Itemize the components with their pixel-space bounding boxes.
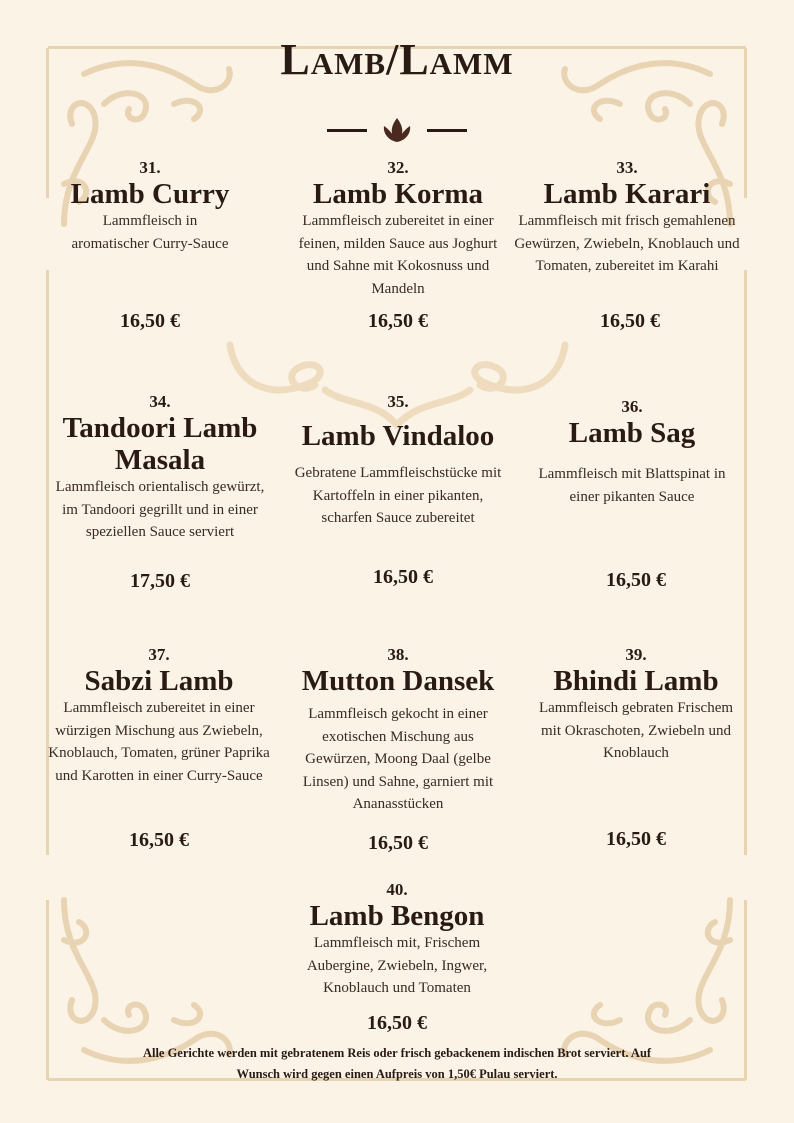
menu-item-36	[530, 397, 734, 508]
item-description: Lammfleisch zubereitet in einer würzigen Mischung aus Zwiebeln, Knoblauch, Tomaten, grüner Paprika und Karotten in einer Curry-Sauce	[48, 700, 270, 784]
item-number: 34.	[149, 392, 171, 411]
item-number: 31.	[139, 158, 161, 177]
item-price-33: 16,50 €	[600, 310, 660, 332]
menu-item-33	[510, 158, 744, 278]
item-name: Mutton Dansek	[301, 665, 495, 697]
menu-item-31	[50, 158, 250, 255]
item-price-35: 16,50 €	[373, 566, 433, 588]
item-description: Lammfleisch zubereitet in einer feinen, milden Sauce aus Joghurt und Sahne mit Kokosnuss und Mandeln	[298, 213, 498, 297]
item-number: 33.	[616, 158, 638, 177]
item-name: Lamb Korma	[313, 178, 483, 210]
item-name: Bhindi Lamb	[553, 665, 719, 697]
item-number: 38.	[387, 645, 409, 664]
item-description: Lammfleisch mit, Frischem Aubergine, Zwiebeln, Ingwer, Knoblauch und Tomaten	[306, 935, 488, 996]
item-description: Lammfleisch mit Blattspinat in einer pikanten Sauce	[538, 466, 726, 505]
item-price-34: 17,50 €	[130, 570, 190, 592]
item-price-38: 16,50 €	[368, 832, 428, 854]
item-name: Sabzi Lamb	[84, 665, 234, 697]
item-number: 35.	[387, 392, 409, 411]
menu-item-40	[282, 880, 512, 1000]
item-name: Lamb Bengon	[309, 900, 485, 932]
item-number: 36.	[621, 397, 643, 416]
item-number: 39.	[625, 645, 647, 664]
item-name: Tandoori Lamb Masala	[62, 412, 258, 476]
menu-item-32	[283, 158, 513, 300]
item-description: Lammfleisch mit frisch gemahlenen Gewürzen, Zwiebeln, Knoblauch und Tomaten, zubereitet im Karahi	[514, 213, 740, 274]
item-number: 37.	[148, 645, 170, 664]
item-price-36: 16,50 €	[606, 569, 666, 591]
item-price-32: 16,50 €	[368, 310, 428, 332]
footer-note: Alle Gerichte werden mit gebratenem Reis oder frisch gebackenem indischen Brot serviert. Auf Wunsch wird gegen einen Aufpreis von 1,50€ Pulau serviert.	[142, 1046, 652, 1081]
item-price-31: 16,50 €	[120, 310, 180, 332]
menu-item-35	[290, 392, 506, 530]
menu-item-34	[50, 392, 270, 544]
item-name: Lamb Sag	[568, 417, 696, 449]
item-description: Lammfleisch in aromatischer Curry-Sauce	[71, 213, 229, 252]
lotus-divider-icon	[327, 116, 467, 144]
item-description: Lammfleisch orientalisch gewürzt, im Tandoori gegrillt und in einer speziellen Sauce serviert	[55, 479, 265, 540]
menu-item-39	[530, 645, 742, 765]
frame-line-right	[744, 270, 747, 855]
item-name: Lamb Karari	[543, 178, 711, 210]
item-number: 40.	[386, 880, 408, 899]
item-number: 32.	[387, 158, 409, 177]
item-price-37: 16,50 €	[129, 829, 189, 851]
item-description: Lammfleisch gebraten Frischem mit Okraschoten, Zwiebeln und Knoblauch	[538, 700, 734, 761]
menu-item-37	[46, 645, 272, 787]
item-description: Lammfleisch gekocht in einer exotischen Mischung aus Gewürzen, Moong Daal (gelbe Linsen) und Sahne, garniert mit Ananasstücken	[302, 706, 494, 812]
menu-item-38	[276, 645, 520, 816]
item-name: Lamb Curry	[70, 178, 230, 210]
item-name: Lamb Vindaloo	[301, 420, 495, 452]
item-description: Gebratene Lammfleischstücke mit Kartoffeln in einer pikanten, scharfen Sauce zubereitet	[294, 465, 502, 526]
item-price-40: 16,50 €	[367, 1012, 427, 1034]
page-title: Lamb/Lamm	[280, 35, 514, 84]
item-price-39: 16,50 €	[606, 828, 666, 850]
